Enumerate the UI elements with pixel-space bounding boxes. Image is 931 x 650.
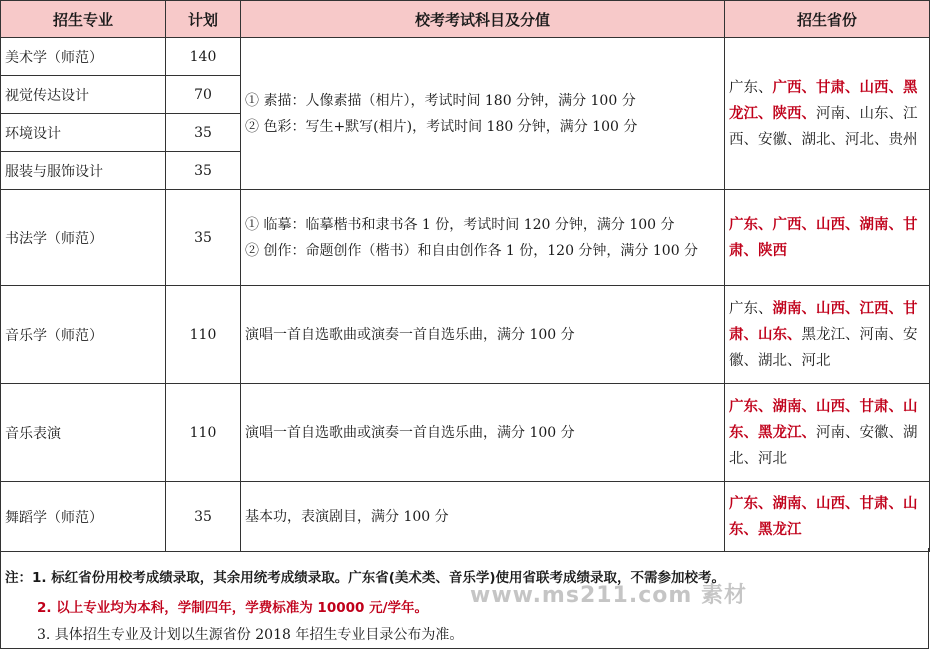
- table-row: [1, 190, 930, 286]
- table-row: [1, 482, 930, 552]
- major-cell: 服装与服饰设计: [1, 152, 166, 190]
- province-text-red: 黑龙江、: [729, 78, 918, 122]
- province-text: 河南、山东、江西、安徽、湖北、河北、贵州: [729, 105, 918, 148]
- plan-cell: 35: [166, 482, 241, 552]
- province-text-red: 山西、: [859, 78, 903, 96]
- major-cell: 视觉传达设计: [1, 76, 166, 114]
- header-major: 招生专业: [1, 1, 166, 38]
- major-cell: 音乐学（师范）: [1, 286, 166, 384]
- provinces-cell-performance: [725, 384, 930, 482]
- plan-cell: 110: [166, 286, 241, 384]
- plan-cell: 35: [166, 152, 241, 190]
- notes-section: [0, 548, 929, 649]
- header-plan: 计划: [166, 1, 241, 38]
- plan-cell: 110: [166, 384, 241, 482]
- table-row: [1, 286, 930, 384]
- subject-line: ① 素描：人像素描（相片），考试时间 180 分钟，满分 100 分: [245, 92, 636, 109]
- table-header-row: [1, 1, 930, 38]
- province-text: 广东、: [729, 79, 773, 96]
- major-cell: 美术学（师范）: [1, 38, 166, 76]
- provinces-cell-calligraphy: [725, 190, 930, 286]
- province-text-red: 广东、广西、山西、湖南、甘肃、陕西: [729, 215, 918, 259]
- note-2: 2. 以上专业均为本科，学制四年，学费标准为 10000 元/学年。: [37, 600, 429, 616]
- note-3: 3. 具体招生专业及计划以生源省份 2018 年招生专业目录公布为准。: [37, 627, 464, 643]
- subjects-cell-music: 演唱一首自选歌曲或演奏一首自选乐曲，满分 100 分: [241, 286, 725, 384]
- major-cell: 环境设计: [1, 114, 166, 152]
- plan-cell: 35: [166, 190, 241, 286]
- subjects-cell-dance: 基本功，表演剧目，满分 100 分: [241, 482, 725, 552]
- watermark: www.ms211.com 素材: [470, 583, 747, 608]
- plan-cell: 70: [166, 76, 241, 114]
- note-1: 注：1. 标红省份用校考成绩录取，其余用统考成绩录取。广东省(美术类、音乐学)使用省联考成绩录取，不需参加校考。: [5, 570, 726, 586]
- province-text-red: 广东、湖南、山西、甘肃、山东、黑龙江: [729, 494, 918, 538]
- header-subjects: 校考考试科目及分值: [241, 1, 725, 38]
- header-provinces: 招生省份: [725, 1, 930, 38]
- subject-line: ② 创作：命题创作（楷书）和自由创作各 1 份，120 分钟，满分 100 分: [245, 242, 699, 259]
- plan-cell: 140: [166, 38, 241, 76]
- table-row: [1, 38, 930, 76]
- subjects-cell-art: [241, 38, 725, 190]
- provinces-cell-art: [725, 38, 930, 190]
- province-text: 河南、安徽、湖北、河北: [729, 424, 918, 467]
- major-cell: 书法学（师范）: [1, 190, 166, 286]
- province-text-red: 广西、: [772, 78, 816, 96]
- subject-line: ① 临摹：临摹楷书和隶书各 1 份，考试时间 120 分钟，满分 100 分: [245, 216, 675, 233]
- subjects-cell-calligraphy: [241, 190, 725, 286]
- provinces-cell-music: [725, 286, 930, 384]
- provinces-cell-dance: [725, 482, 930, 552]
- province-text-red: 广东、湖南、山西、甘肃、山东、黑龙江、: [729, 397, 918, 441]
- subject-line: ② 色彩：写生+默写(相片)，考试时间 180 分钟，满分 100 分: [245, 118, 638, 135]
- province-text-red: 陕西、: [772, 104, 816, 122]
- major-cell: 音乐表演: [1, 384, 166, 482]
- plan-cell: 35: [166, 114, 241, 152]
- province-text-red: 湖南、山西、江西、甘肃、山东、: [729, 299, 918, 343]
- subjects-cell-performance: 演唱一首自选歌曲或演奏一首自选乐曲，满分 100 分: [241, 384, 725, 482]
- province-text: 黑龙江、河南、安徽、湖北、河北: [729, 326, 918, 369]
- province-text-red: 甘肃、: [816, 78, 860, 96]
- table-row: [1, 384, 930, 482]
- major-cell: 舞蹈学（师范）: [1, 482, 166, 552]
- province-text: 广东、: [729, 300, 773, 317]
